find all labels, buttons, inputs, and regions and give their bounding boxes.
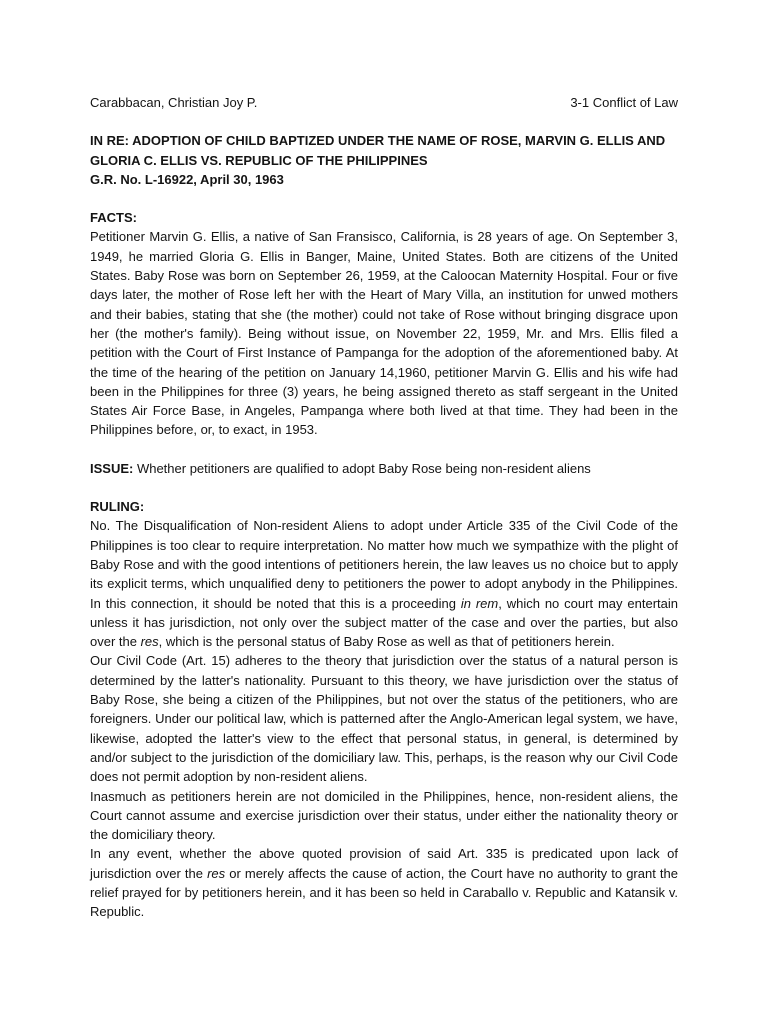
ruling-p1-text-c: , which is the personal status of Baby Rose as well as that of petitioners herein. xyxy=(158,634,615,650)
ruling-p4-text-b: or merely affects the cause of action, the Court have no authority to grant the relief prayed for by petitioners herein, and it has been so held in Caraballo v. Republic and Katansik v. Republic. xyxy=(90,865,678,920)
case-title xyxy=(90,131,678,189)
ruling-p4-text-a: In any event, whether the above quoted provision of said Art. 335 is predicated upon lack of jurisdiction over the xyxy=(90,846,678,881)
ruling-paragraph-3: Inasmuch as petitioners herein are not domiciled in the Philippines, hence, non-resident aliens, the Court cannot assume and exercise jurisdiction over their status, under either the nationality theory or the domiciliary theory. xyxy=(90,788,678,843)
facts-paragraph: Petitioner Marvin G. Ellis, a native of San Fransisco, California, is 28 years of age. On September 3, 1949, he married Gloria G. Ellis in Banger, Maine, United States. Both are citizens of the United States. Baby Rose was born on September 26, 1959, at the Caloocan Maternity Hospital. Four or five days later, the mother of Rose left her with the Heart of Mary Villa, an institution for unwed mothers and their babies, stating that she (the mother) could not take of Rose without bringing disgrace upon her (the mother's family). Being without issue, on November 22, 1959, Mr. and Mrs. Ellis filed a petition with the Court of First Instance of Pampanga for the adoption of the aforementioned baby. At the time of the hearing of the petition on January 14,1960, petitioner Marvin G. Ellis and his wife had been in the Philippines for three (3) years, he being assigned thereto as staff sergeant in the United States Air Force Base, in Angeles, Pampanga where both lived at that time. They had been in the Philippines before, or, to exact, in 1953. xyxy=(90,229,678,438)
author-name: Carabbacan, Christian Joy P. xyxy=(90,95,258,110)
ruling-p1-italic-res: res xyxy=(140,634,159,650)
issue-label: ISSUE: xyxy=(90,460,134,476)
ruling-paragraph-1 xyxy=(90,516,678,651)
case-title-line-2: GLORIA C. ELLIS VS. REPUBLIC OF THE PHILIPPINES xyxy=(90,152,428,168)
course-label: 3-1 Conflict of Law xyxy=(570,95,678,110)
ruling-heading: RULING: xyxy=(90,499,145,515)
ruling-p1-italic-in-rem: in rem xyxy=(460,595,499,611)
facts-heading: FACTS: xyxy=(90,210,137,226)
ruling-paragraph-2: Our Civil Code (Art. 15) adheres to the theory that jurisdiction over the status of a natural person is determined by the latter's nationality. Pursuant to this theory, we have jurisdiction over the status of Baby Rose, she being a citizen of the Philippines, but not over the status of the petitioners, who are foreigners. Under our political law, which is patterned after the Anglo-American legal system, we have, likewise, adopted the latter's view to the effect that personal status, in general, is determined by and/or subject to the jurisdiction of the domiciliary law. This, perhaps, is the reason why our Civil Code does not permit adoption by non-resident aliens. xyxy=(90,653,678,785)
document-page xyxy=(90,93,678,922)
issue-text: Whether petitioners are qualified to adopt Baby Rose being non-resident aliens xyxy=(133,460,591,476)
ruling-p1-text-a: No. The Disqualification of Non-resident Aliens to adopt under Article 335 of the Civil Code of the Philippines is too clear to require interpretation. No matter how much we sympathize with the plight of Baby Rose and with the good intentions of petitioners herein, the law leaves us no choice but to apply its explicit terms, which unqualified deny to petitioners the power to adopt anybody in the Philippines. In this connection, it should be noted that this is a proceeding xyxy=(90,518,678,611)
ruling-paragraph-4 xyxy=(90,844,678,921)
case-title-line-1: IN RE: ADOPTION OF CHILD BAPTIZED UNDER THE NAME OF ROSE, MARVIN G. ELLIS AND xyxy=(90,133,666,149)
issue-statement xyxy=(90,459,678,478)
ruling-p1-text-b: , which no court may entertain unless it has jurisdiction, not only over the subject matter of the case and over the parties, but also over the xyxy=(90,595,678,650)
case-gr-number: G.R. No. L-16922, April 30, 1963 xyxy=(90,171,284,187)
spacer xyxy=(90,478,678,497)
document-header xyxy=(90,93,678,112)
spacer xyxy=(90,440,678,459)
ruling-p4-italic-res: res xyxy=(207,865,226,881)
